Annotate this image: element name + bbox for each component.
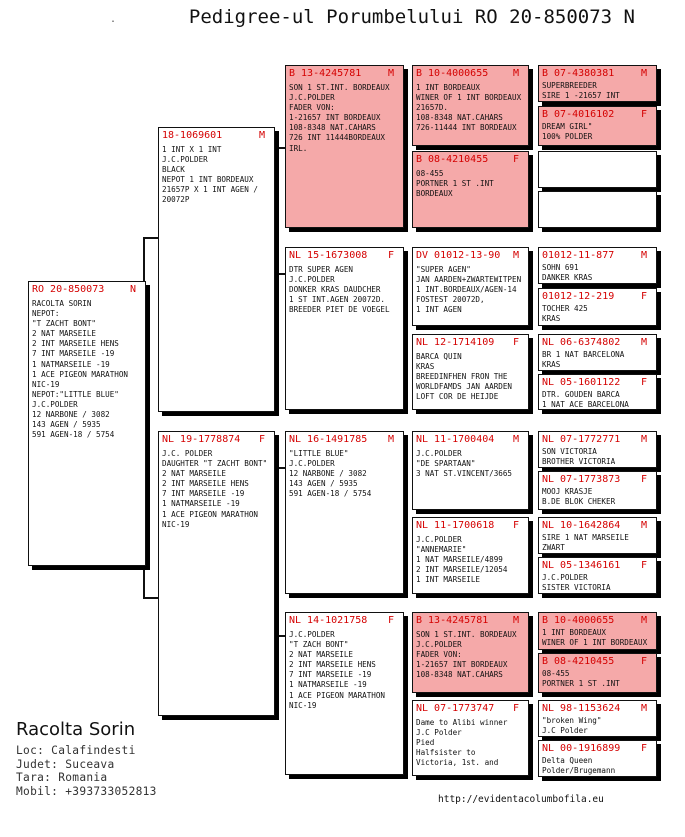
ring-number: 01012-11-877 (542, 250, 615, 261)
pedigree-notes: 08-455 PORTNER 1 ST .INT BORDEAUX (416, 169, 494, 199)
sex-marker: M (387, 434, 394, 445)
sex-marker: F (512, 520, 519, 531)
ring-number: NL 05-1346161 (542, 560, 621, 571)
ring-number: B 07-4380381 (542, 68, 615, 79)
sex-marker: F (512, 703, 519, 714)
owner-location: Loc: Calafindesti (16, 744, 136, 757)
ring-number: NL 16-1491785 (289, 434, 368, 445)
ring-number: NL 11-1700404 (416, 434, 495, 445)
pedigree-box-dam-dam (285, 612, 404, 775)
ring-number: NL 11-1700618 (416, 520, 495, 531)
sex-marker: F (387, 250, 394, 261)
pedigree-box-sds (412, 247, 529, 326)
pedigree-notes: J.C.POLDER "T ZACH BONT" 2 NAT MARSEILE 2 INT MARSEILE HENS 7 INT MARSEILE -19 1 NATMARSEILE -19 1 ACE PIGEON MARATHON NIC-19 (289, 630, 386, 710)
pedigree-notes: DTR. GOUDEN BARCA 1 NAT ACE BARCELONA (542, 390, 629, 410)
sex-marker: F (387, 615, 394, 626)
ring-number: NL 14-1021758 (289, 615, 368, 626)
pedigree-notes: RACOLTA SORIN NEPOT: "T ZACHT BONT" 2 NAT MARSEILE 2 INT MARSEILE HENS 7 INT MARSEILE -19 1 NATMARSEILE -19 1 ACE PIGEON MARATHON NIC-19 NEPOT:"LITTLE BLUE" J.C.POLDER 12 NARBONE / 3082 143 AGEN / 5935 591 AGEN-18 / 5754 (32, 299, 129, 440)
sex-marker: M (387, 68, 394, 79)
owner-info (16, 719, 157, 798)
owner-phone: Mobil: +393733052813 (16, 784, 157, 798)
sex-marker: M (640, 520, 647, 531)
sex-marker: M (640, 703, 647, 714)
ring-number: NL 15-1673008 (289, 250, 368, 261)
pedigree-box-sire (158, 127, 275, 412)
pedigree-notes: J.C.POLDER SISTER VICTORIA (542, 573, 611, 593)
ring-number: B 08-4210455 (542, 656, 615, 667)
pedigree-box-dam-sire (285, 431, 404, 594)
sex-marker: M (640, 250, 647, 261)
pedigree-notes: J.C. POLDER DAUGHTER "T ZACHT BONT" 2 NAT MARSEILE 2 INT MARSEILE HENS 7 INT MARSEILE -19 1 NATMARSEILE -19 1 ACE PIGEON MARATHON NIC-19 (162, 449, 268, 529)
pedigree-notes: SOHN 691 DANKER KRAS (542, 263, 593, 283)
pedigree-box-gen4-9 (538, 431, 657, 468)
pedigree-notes: SIRE 1 NAT MARSEILE ZWART (542, 533, 629, 553)
ring-number: B 10-4000655 (542, 615, 615, 626)
pedigree-notes: BR 1 NAT BARCELONA KRAS (542, 350, 625, 370)
ring-number: NL 98-1153624 (542, 703, 621, 714)
pedigree-box-gen4-12 (538, 557, 657, 594)
pedigree-notes: SON 1 ST.INT. BORDEAUX J.C.POLDER FADER VON: 1-21657 INT BORDEAUX 108-8348 NAT.CAHARS (416, 630, 517, 680)
pedigree-notes: "broken Wing" J.C Polder (542, 716, 602, 736)
pedigree-box-sire-dam (285, 247, 404, 410)
ring-number: NL 10-1642864 (542, 520, 621, 531)
sex-marker: F (512, 337, 519, 348)
pedigree-box-gen4-14 (538, 653, 657, 693)
sex-marker: M (512, 434, 519, 445)
pedigree-notes: DREAM GIRL" 100% POLDER (542, 122, 593, 142)
decorative-dot: . (110, 14, 117, 25)
sex-marker: N (129, 284, 136, 295)
owner-country: Tara: Romania (16, 771, 108, 785)
connector-line (143, 597, 159, 599)
ring-number: NL 12-1714109 (416, 337, 495, 348)
pedigree-notes: DTR SUPER AGEN J.C.POLDER DONKER KRAS DAUDCHER 1 ST INT.AGEN 20072D. BREEDER PIET DE VOEGEL (289, 265, 390, 315)
pedigree-box-gen4-11 (538, 517, 657, 554)
sex-marker: F (640, 743, 647, 754)
website-link[interactable]: http://evidentacolumbofila.eu (438, 794, 604, 805)
pedigree-box-sss (412, 65, 529, 146)
pedigree-notes: SUPERBREEDER SIRE 1 -21657 INT (542, 81, 620, 101)
pedigree-notes: SON 1 ST.INT. BORDEAUX J.C.POLDER FADER VON: 1-21657 INT BORDEAUX 108-8348 NAT.CAHARS 726 INT 11444BORDEAUX IRL. (289, 83, 390, 153)
sex-marker: F (640, 109, 647, 120)
pedigree-box-gen4-1 (538, 65, 657, 102)
ring-number: B 08-4210455 (416, 154, 489, 165)
pedigree-box-gen4-10 (538, 471, 657, 510)
pedigree-notes: Delta Queen Polder/Brugemann (542, 756, 616, 776)
pedigree-notes: J.C.POLDER "DE SPARTAAN" 3 NAT ST.VINCENT/3665 (416, 449, 513, 479)
pedigree-box-subject (28, 281, 146, 566)
ring-number: B 13-4245781 (416, 615, 489, 626)
owner-name: Racolta Sorin (16, 719, 136, 740)
pedigree-box-gen4-15 (538, 700, 657, 737)
pedigree-notes: TOCHER 425 KRAS (542, 304, 588, 324)
pedigree-box-gen4-6 (538, 288, 657, 326)
sex-marker: M (640, 337, 647, 348)
sex-marker: F (640, 291, 647, 302)
pedigree-box-dam (158, 431, 275, 716)
pedigree-box-gen4-2 (538, 106, 657, 146)
pedigree-box-dds (412, 612, 529, 693)
sex-marker: M (640, 615, 647, 626)
pedigree-notes: "LITTLE BLUE" J.C.POLDER 12 NARBONE / 3082 143 AGEN / 5935 591 AGEN-18 / 5754 (289, 449, 372, 499)
sex-marker: M (640, 434, 647, 445)
sex-marker: M (512, 68, 519, 79)
pedigree-notes: 1 INT X 1 INT J.C.POLDER BLACK NEPOT 1 INT BORDEAUX 21657P X 1 INT AGEN / 20072P (162, 145, 259, 205)
sex-marker: M (640, 68, 647, 79)
ring-number: NL 05-1601122 (542, 377, 621, 388)
pedigree-notes: 1 INT BORDEAUX WINER OF 1 INT BORDEAUX 21657D. 108-8348 NAT.CAHARS 726-11444 INT BORDEAUX (416, 83, 522, 133)
pedigree-notes: BARCA QUIN KRAS BREEDINFHEN FRON THE WORLDFAMDS JAN AARDEN LOFT COR DE HEIJDE (416, 352, 513, 402)
ring-number: B 07-4016102 (542, 109, 615, 120)
pedigree-notes: "SUPER AGEN" JAN AARDEN+ZWARTEWITPEN 1 INT.BORDEAUX/AGEN-14 FOSTEST 20072D, 1 INT AGEN (416, 265, 522, 315)
pedigree-notes: SON VICTORIA BROTHER VICTORIA (542, 447, 616, 467)
pedigree-box-ddd (412, 700, 529, 776)
ring-number: NL 19-1778874 (162, 434, 241, 445)
ring-number: NL 07-1772771 (542, 434, 621, 445)
pedigree-box-sire-sire (285, 65, 404, 228)
ring-number: NL 00-1916899 (542, 743, 621, 754)
pedigree-box-gen4-8 (538, 374, 657, 410)
ring-number: B 13-4245781 (289, 68, 362, 79)
ring-number: 18-1069601 (162, 130, 223, 141)
pedigree-box-gen4-3 (538, 151, 657, 188)
pedigree-box-sdd (412, 334, 529, 410)
ring-number: NL 06-6374802 (542, 337, 621, 348)
ring-number: B 10-4000655 (416, 68, 489, 79)
owner-county: Judet: Suceava (16, 757, 115, 771)
sex-marker: F (640, 377, 647, 388)
sex-marker: M (258, 130, 265, 141)
pedigree-notes: 08-455 PORTNER 1 ST .INT (542, 669, 620, 689)
ring-number: 01012-12-219 (542, 291, 615, 302)
ring-number: NL 07-1773873 (542, 474, 621, 485)
pedigree-box-gen4-7 (538, 334, 657, 371)
ring-number: NL 07-1773747 (416, 703, 495, 714)
pedigree-box-gen4-16 (538, 740, 657, 777)
sex-marker: F (640, 560, 647, 571)
sex-marker: F (512, 154, 519, 165)
sex-marker: M (512, 250, 519, 261)
sex-marker: F (640, 656, 647, 667)
ring-number: RO 20-850073 (32, 284, 105, 295)
connector-line (143, 237, 159, 239)
pedigree-box-dss (412, 431, 529, 510)
pedigree-notes: 1 INT BORDEAUX WINER OF 1 INT BORDEAUX (542, 628, 648, 648)
pedigree-notes: J.C.POLDER "ANNEMARIE" 1 NAT MARSEILE/4899 2 INT MARSEILE/12054 1 INT MARSEILE (416, 535, 508, 585)
pedigree-box-gen4-4 (538, 191, 657, 228)
pedigree-notes: Dame to Alibi winner J.C Polder Pied Halfsister to Victoria, 1st. and (416, 718, 508, 768)
pedigree-box-ssd (412, 151, 529, 228)
sex-marker: F (640, 474, 647, 485)
pedigree-box-gen4-13 (538, 612, 657, 650)
ring-number: DV 01012-13-90 (416, 250, 501, 261)
pedigree-notes: MOOJ KRASJE B.DE BLOK CHEKER (542, 487, 616, 507)
pedigree-box-gen4-5 (538, 247, 657, 284)
sex-marker: F (258, 434, 265, 445)
page-title: Pedigree-ul Porumbelului RO 20-850073 N (188, 6, 635, 28)
sex-marker: M (512, 615, 519, 626)
pedigree-box-dsd (412, 517, 529, 594)
